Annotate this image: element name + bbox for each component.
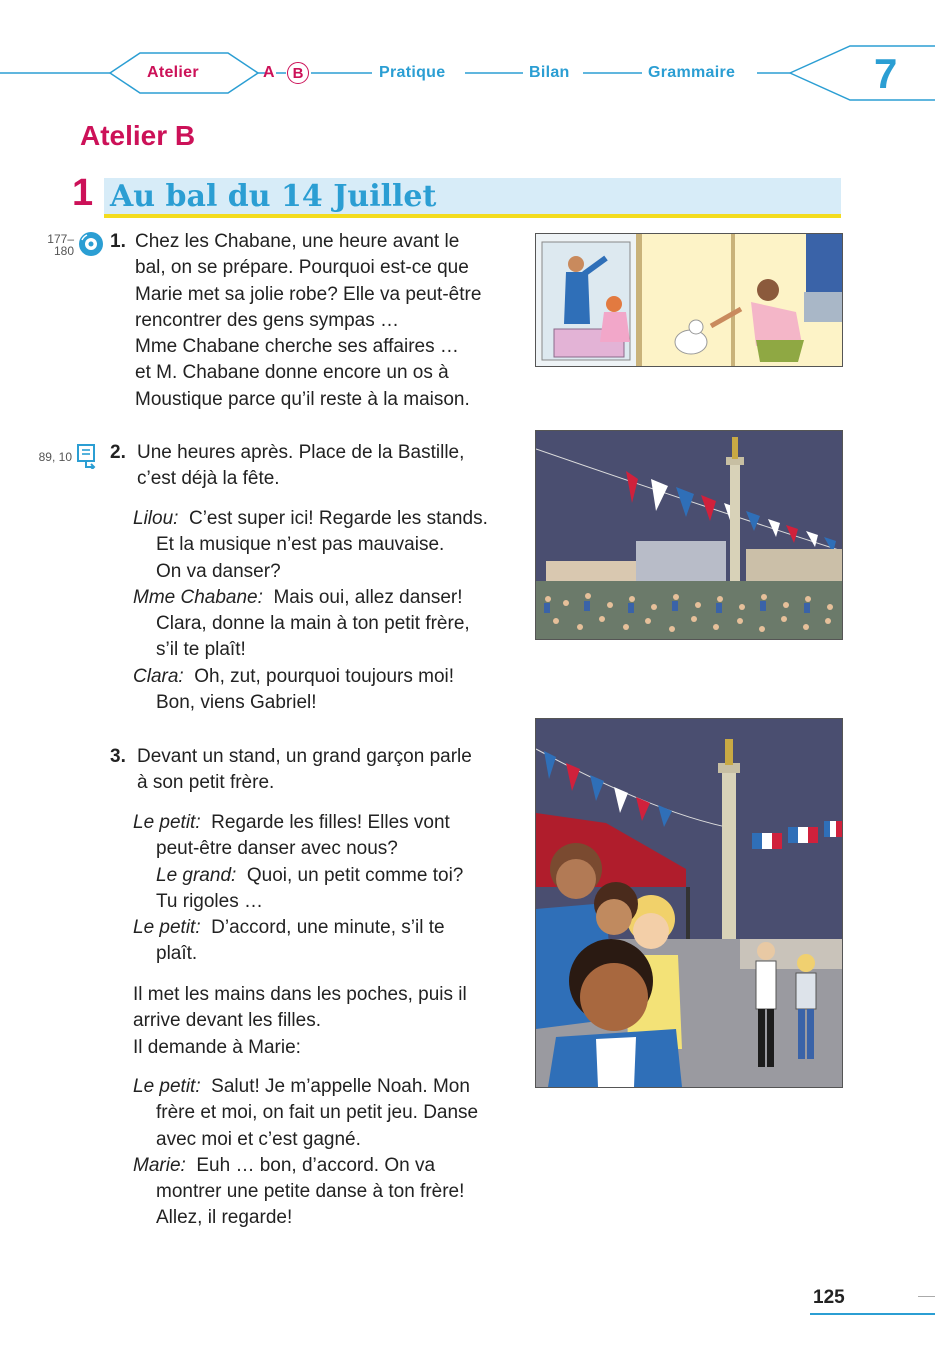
workbook-exercise-icon[interactable] (76, 443, 98, 469)
nav-grammaire[interactable]: Grammaire (648, 64, 736, 81)
workbook-ref: 89, 10 (38, 450, 72, 464)
dialog-cont: Et la musique n’est pas mauvaise. (156, 534, 445, 556)
text-line: arrive devant les filles. (133, 1010, 321, 1032)
text-line: Mme Chabane cherche ses affaires … (135, 336, 459, 358)
exercise-number: 1 (72, 172, 94, 214)
section-title: Atelier B (80, 120, 196, 151)
text-line: Devant un stand, un grand garçon parle (137, 746, 472, 767)
line-text: Quoi, un petit comme toi? (246, 864, 464, 886)
dialog-line (133, 810, 463, 836)
text-line: et M. Chabane donne encore un os à (135, 362, 449, 384)
audio-track-ref-line1: 177– (47, 232, 74, 246)
text-line: bal, on se prépare. Pourquoi est-ce que (135, 257, 469, 279)
dialog-cont: frère et moi, on fait un petit jeu. Danse (156, 1102, 479, 1124)
dialog-cont: s’il te plaît! (156, 639, 246, 661)
part2-intro (137, 440, 464, 493)
page-number-underline (810, 1313, 935, 1315)
line-text: D’accord, une minute, s’il te (211, 917, 445, 939)
text-line: c’est déjà la fête. (137, 468, 280, 490)
speaker: Le petit: (133, 812, 201, 833)
speaker: Marie: (133, 1154, 186, 1176)
illustration-place-de-la-bastille (535, 430, 843, 640)
text-line: Chez les Chabane, une heure avant le (135, 231, 460, 252)
line-text: Mais oui, allez danser! (273, 586, 463, 608)
nav-atelier-a[interactable]: A (263, 64, 275, 81)
nav-pratique[interactable]: Pratique (379, 64, 446, 81)
part3-number: 3. (110, 746, 126, 767)
speaker: Clara: (133, 665, 184, 687)
page-edge-mark (918, 1296, 935, 1297)
dialog-line (133, 664, 488, 690)
exercise-title: Au bal du 14 Juillet (110, 179, 437, 214)
speaker: Lilou: (133, 508, 179, 529)
dialog-cont: Clara, donne la main à ton petit frère, (156, 613, 470, 635)
line-text: C’est super ici! Regarde les stands. (188, 508, 488, 529)
dialog-line (133, 1074, 478, 1100)
text-line: Il met les mains dans les poches, puis il (133, 984, 467, 1005)
audio-track-ref-line2: 180 (53, 244, 74, 258)
speaker: Mme Chabane: (133, 586, 263, 608)
dialog-cont: Bon, viens Gabriel! (156, 692, 317, 714)
dialog-cont: plaît. (156, 943, 198, 965)
part1-text (135, 229, 481, 413)
text-line: Marie met sa jolie robe? Elle va peut-être (135, 283, 482, 305)
nav-atelier-b-current[interactable]: B (287, 62, 309, 84)
line-text: Regarde les filles! Elles vont (211, 812, 450, 833)
nav-bilan[interactable]: Bilan (529, 64, 570, 81)
page-number: 125 (813, 1287, 845, 1308)
text-line: Il demande à Marie: (133, 1036, 301, 1058)
text-line: à son petit frère. (137, 772, 275, 794)
chapter-navigation (0, 40, 935, 110)
dialog-line (133, 506, 488, 532)
part3-narration (133, 982, 467, 1061)
part2-number: 2. (110, 442, 126, 463)
dialog-line (133, 1153, 478, 1179)
text-line: rencontrer des gens sympas … (135, 309, 400, 331)
part3-intro (137, 744, 472, 797)
dialog-cont: On va danser? (156, 560, 281, 582)
part3-dialog3 (133, 1074, 478, 1232)
audio-track-ref (38, 233, 74, 257)
part2-dialog (133, 506, 488, 716)
line-text: Oh, zut, pourquoi toujours moi! (194, 665, 455, 687)
line-text: Euh … bon, d’accord. On va (196, 1154, 436, 1176)
illustration-home-scene (535, 233, 843, 367)
nav-atelier[interactable]: Atelier (147, 64, 199, 81)
part1-number: 1. (110, 231, 126, 252)
speaker: Le grand: (156, 864, 237, 886)
part3-dialog1 (133, 810, 463, 968)
chapter-number: 7 (874, 50, 898, 97)
dialog-cont: peut-être danser avec nous? (156, 838, 398, 860)
dialog-line (133, 585, 488, 611)
line-text: Salut! Je m’appelle Noah. Mon (211, 1076, 470, 1097)
speaker: Le petit: (133, 917, 201, 939)
dialog-line (133, 863, 463, 889)
illustration-kids-at-stand (535, 718, 843, 1088)
dialog-cont: Allez, il regarde! (156, 1207, 293, 1229)
text-line: Moustique parce qu’il reste à la maison. (135, 388, 470, 410)
cd-audio-icon[interactable] (78, 231, 104, 257)
dialog-cont: avec moi et c’est gagné. (156, 1128, 361, 1150)
dialog-cont: Tu rigoles … (156, 890, 263, 912)
dialog-line (133, 915, 463, 941)
text-line: Une heures après. Place de la Bastille, (137, 442, 465, 463)
dialog-cont: montrer une petite danse à ton frère! (156, 1181, 465, 1203)
speaker: Le petit: (133, 1076, 201, 1097)
